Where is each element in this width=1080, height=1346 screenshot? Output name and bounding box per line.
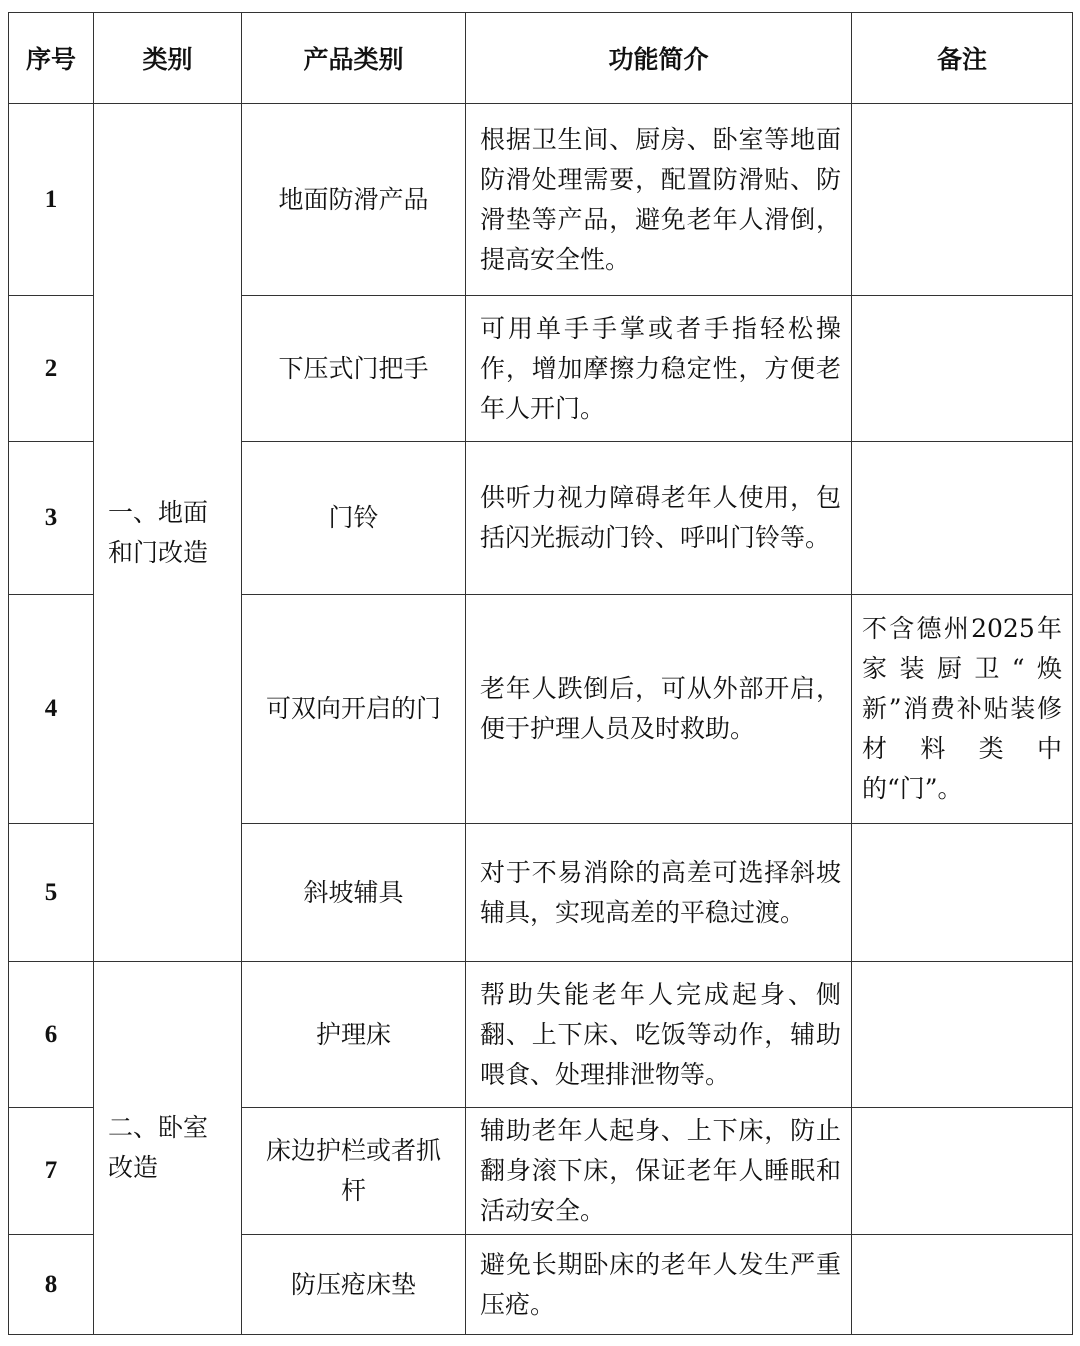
header-category: 类别 xyxy=(94,13,242,104)
row-index: 7 xyxy=(9,1108,94,1235)
row-function: 可用单手手掌或者手指轻松操作，增加摩擦力稳定性，方便老年人开门。 xyxy=(466,296,852,442)
header-function: 功能简介 xyxy=(466,13,852,104)
row-index: 3 xyxy=(9,442,94,595)
row-function: 根据卫生间、厨房、卧室等地面防滑处理需要，配置防滑贴、防滑垫等产品，避免老年人滑倒，提高安全性。 xyxy=(466,104,852,296)
row-note xyxy=(852,824,1073,962)
row-note: 不含德州2025年家装厨卫“焕新”消费补贴装修材料类中的“门”。 xyxy=(852,595,1073,824)
row-index: 2 xyxy=(9,296,94,442)
row-note xyxy=(852,296,1073,442)
row-product: 床边护栏或者抓杆 xyxy=(242,1108,466,1235)
row-index: 6 xyxy=(9,962,94,1108)
row-note xyxy=(852,962,1073,1108)
row-function: 老年人跌倒后，可从外部开启，便于护理人员及时救助。 xyxy=(466,595,852,824)
row-note xyxy=(852,1235,1073,1335)
row-note xyxy=(852,104,1073,296)
row-function: 帮助失能老年人完成起身、侧翻、上下床、吃饭等动作，辅助喂食、处理排泄物等。 xyxy=(466,962,852,1108)
row-index: 8 xyxy=(9,1235,94,1335)
row-product: 门铃 xyxy=(242,442,466,595)
product-table xyxy=(8,12,1073,1335)
row-function: 避免长期卧床的老年人发生严重压疮。 xyxy=(466,1235,852,1335)
header-product: 产品类别 xyxy=(242,13,466,104)
row-product: 护理床 xyxy=(242,962,466,1108)
table-row xyxy=(9,104,1073,296)
row-note xyxy=(852,1108,1073,1235)
row-index: 4 xyxy=(9,595,94,824)
document-page xyxy=(8,12,1073,1335)
row-product: 下压式门把手 xyxy=(242,296,466,442)
row-index: 1 xyxy=(9,104,94,296)
group-category: 一、地面和门改造 xyxy=(94,104,242,962)
row-product: 地面防滑产品 xyxy=(242,104,466,296)
row-note xyxy=(852,442,1073,595)
row-function: 供听力视力障碍老年人使用，包括闪光振动门铃、呼叫门铃等。 xyxy=(466,442,852,595)
row-function: 辅助老年人起身、上下床，防止翻身滚下床，保证老年人睡眠和活动安全。 xyxy=(466,1108,852,1235)
header-index: 序号 xyxy=(9,13,94,104)
row-product: 防压疮床垫 xyxy=(242,1235,466,1335)
row-index: 5 xyxy=(9,824,94,962)
row-product: 斜坡辅具 xyxy=(242,824,466,962)
header-note: 备注 xyxy=(852,13,1073,104)
table-row xyxy=(9,962,1073,1108)
row-product: 可双向开启的门 xyxy=(242,595,466,824)
table-header-row xyxy=(9,13,1073,104)
group-category: 二、卧室改造 xyxy=(94,962,242,1335)
row-function: 对于不易消除的高差可选择斜坡辅具，实现高差的平稳过渡。 xyxy=(466,824,852,962)
